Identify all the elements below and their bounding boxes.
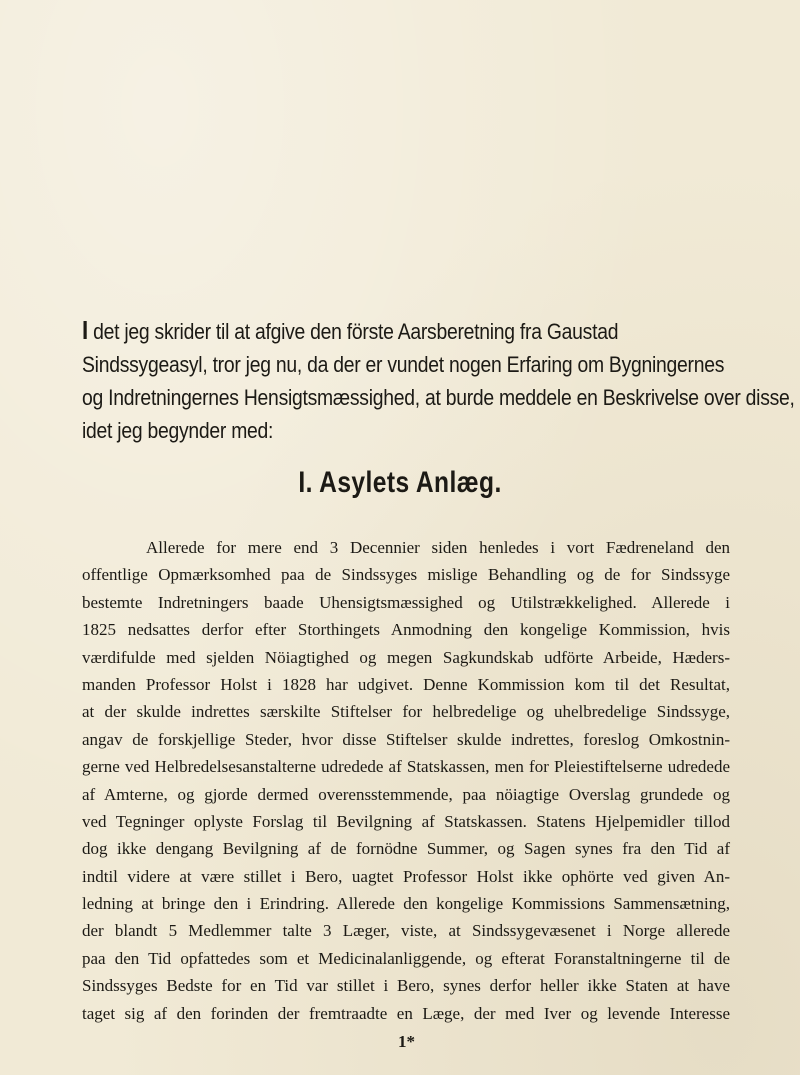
intro-line-2: Sindssygeasyl, tror jeg nu, da der er vundet nogen Erfaring om Bygningernes — [82, 352, 725, 377]
intro-line-1: I det jeg skrider til at afgive den förste Aarsberetning fra Gaustad — [82, 315, 619, 345]
body-line: angav de forskjellige Steder, hvor disse Stiftelser skulde indrettes, foreslog Omkostnin- — [82, 729, 730, 749]
intro-line-3: og Indretningernes Hensigtsmæssighed, at burde meddele en Beskrivelse over disse, — [82, 385, 795, 410]
body-line: at der skulde indrettes særskilte Stiftelser for helbredelige og uhelbredelige Sindssyge, — [82, 702, 730, 722]
body-line: paa den Tid opfattedes som et Medicinalanliggende, og efterat Foranstaltningerne til de — [82, 948, 730, 968]
body-line: indtil videre at være stillet i Bero, uagtet Professor Holst ikke ophörte ved given An- — [82, 866, 730, 886]
body-line: dog ikke dengang Bevilgning af de fornödne Summer, og Sagen synes fra den Tid af — [82, 839, 730, 859]
body-paragraph — [82, 534, 730, 1027]
body-line: værdifulde med sjelden Nöiagtighed og megen Sagkundskab udförte Arbeide, Hæders- — [82, 647, 730, 667]
body-line: gerne ved Helbredelsesanstalterne udredede af Statskassen, men for Pleiestiftelserne udredede — [82, 757, 730, 777]
intro-initial: I — [82, 315, 88, 345]
body-line: af Amterne, og gjorde dermed overensstemmende, paa nöiagtige Overslag grundede og — [82, 784, 730, 804]
body-line: manden Professor Holst i 1828 har udgivet. Denne Kommission kom til det Resultat, — [82, 674, 730, 694]
body-line: taget sig af den forinden der fremtraadte en Læge, der med Iver og levende Interesse — [82, 1003, 730, 1023]
body-line: bestemte Indretningers baade Uhensigtsmæssighed og Utilstrækkelighed. Allerede i — [82, 592, 730, 612]
body-line: offentlige Opmærksomhed paa de Sindssyges mislige Behandling og de for Sindssyge — [82, 565, 730, 585]
signature-mark: 1* — [398, 1032, 415, 1051]
intro-line-4: idet jeg begynder med: — [82, 418, 274, 443]
body-line: der blandt 5 Medlemmer talte 3 Læger, viste, at Sindssygevæsenet i Norge allerede — [82, 921, 730, 941]
body-line: ved Tegninger oplyste Forslag til Bevilgning af Statskassen. Statens Hjelpemidler tillod — [82, 811, 730, 831]
body-line: Allerede for mere end 3 Decennier siden henledes i vort Fædreneland den — [146, 538, 730, 557]
body-line: 1825 nedsattes derfor efter Storthingets Anmodning den kongelige Kommission, hvis — [82, 620, 730, 640]
intro-paragraph — [82, 314, 795, 447]
section-heading: I. Asylets Anlæg. — [298, 466, 502, 499]
body-line: Sindssyges Bedste for en Tid var stillet i Bero, synes derfor heller ikke Staten at have — [82, 976, 730, 996]
body-line: ledning at bringe den i Erindring. Allerede den kongelige Kommissions Sammensætning, — [82, 894, 730, 914]
